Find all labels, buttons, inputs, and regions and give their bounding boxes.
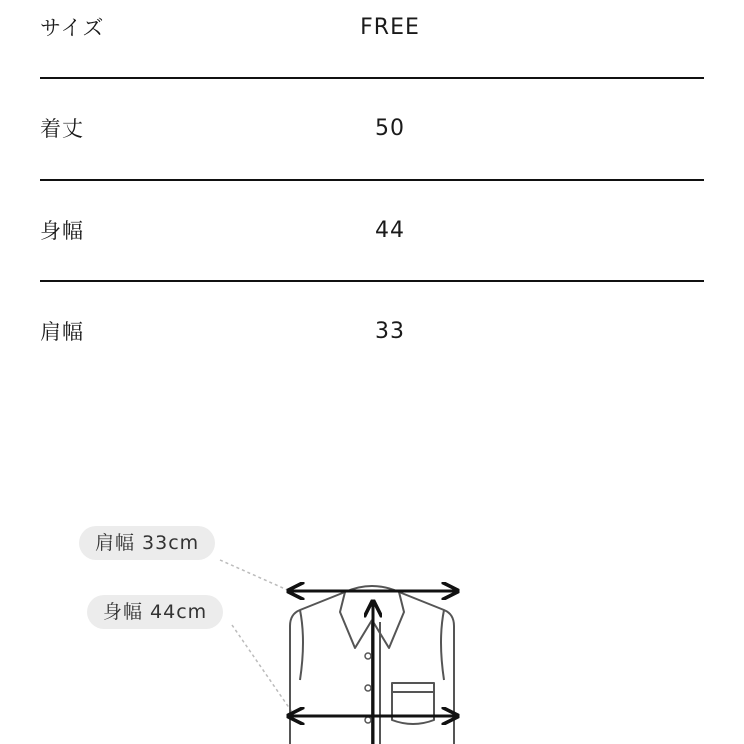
row-label-length: 着丈 [40, 117, 84, 141]
button-icon [365, 685, 371, 691]
button-icon [365, 717, 371, 723]
row-label-shoulder-width: 肩幅 [40, 320, 84, 344]
shoulder-leader-line [220, 560, 292, 592]
button-icon [365, 653, 371, 659]
body-leader-line [232, 625, 292, 712]
body-width-callout: 身幅 44cm [87, 595, 223, 629]
row-value-body-width: 44 [375, 218, 405, 243]
size-header-value: FREE [360, 15, 420, 40]
shirt-buttons [365, 653, 371, 723]
shoulder-width-callout: 肩幅 33cm [79, 526, 215, 560]
row-value-length: 50 [375, 116, 405, 141]
size-header-label: サイズ [40, 16, 105, 40]
row-value-shoulder-width: 33 [375, 319, 405, 344]
row-label-body-width: 身幅 [40, 219, 84, 243]
